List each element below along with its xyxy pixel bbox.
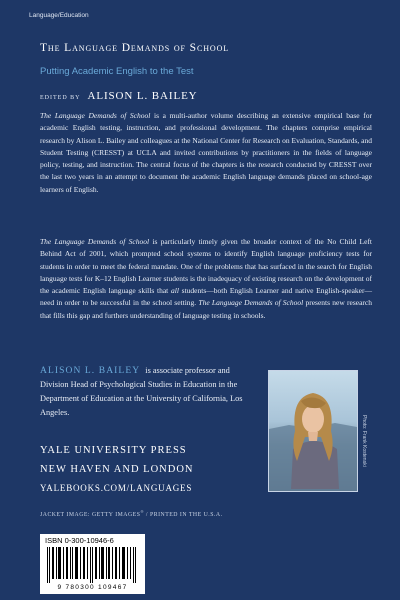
book-title-ref: The Language Demands of School xyxy=(40,237,150,246)
author-name: ALISON L. BAILEY xyxy=(40,366,141,376)
author-portrait-icon xyxy=(269,371,357,491)
barcode-digits: 9 780300 109467 xyxy=(57,584,128,591)
category-label: Language/Education xyxy=(29,12,89,19)
description-paragraph-1 xyxy=(40,110,372,196)
publisher-url: YALEBOOKS.COM/LANGUAGES xyxy=(40,483,193,493)
author-photo xyxy=(268,370,358,492)
paragraph-text: students—both English Learner and native English-speaker—need in order to be successful in the school setting. xyxy=(40,286,372,308)
publisher-block xyxy=(40,441,193,497)
author-bio-text: is associate professor and Division Head of Psychological Studies in Education in the Department of Education at the University of California, Los Angeles. xyxy=(40,366,243,417)
jacket-credit-suffix: / PRINTED IN THE U.S.A. xyxy=(143,511,223,518)
book-title-ref: The Language Demands of School xyxy=(198,298,304,308)
author-bio xyxy=(40,364,252,420)
editor-name: ALISON L. BAILEY xyxy=(87,90,198,102)
book-title: The Language Demands of School xyxy=(40,42,230,54)
photo-credit: Photo: Frank Kostenski xyxy=(361,415,367,467)
paragraph-text: is a multi-author volume describing an extensive empirical base for academic English testing, instruction, and professional development. The chapters comprise empirical research by Alison L. Bailey and colleagues at the National Center for Research on Evaluation, Standards, and Student Testing (CRESST) at UCLA and invited contributions by practitioners in the fields of language policy, testing, and instruction. The central focus of the chapters is the research conducted by CRESST over the last two years in an attempt to document the academic English language demands placed on school-age learners of English. xyxy=(40,111,373,194)
registered-mark: ® xyxy=(140,509,144,514)
edited-by-label: EDITED BY xyxy=(40,95,81,101)
editor-line xyxy=(40,86,198,104)
publisher-city: NEW HAVEN AND LONDON xyxy=(40,464,194,475)
emphasis-all: all xyxy=(171,286,179,296)
barcode-icon xyxy=(45,547,140,583)
jacket-credit-prefix: JACKET IMAGE: GETTY IMAGES xyxy=(40,511,141,518)
publisher-name: YALE UNIVERSITY PRESS xyxy=(40,445,187,456)
barcode-box xyxy=(40,534,145,594)
description-paragraph-2 xyxy=(40,236,372,322)
paragraph-text: is particularly timely given the broader context of the No Child Left Behind Act of 2001, which prompted school systems to identify English language proficiency tests for students in order to meet the federal mandate. One of the problems that has surfaced in the search for English language tests for K–12 English Learner students is the inadequacy of existing research on the development of the academic English language skills that xyxy=(40,237,373,296)
paragraph-text: presents new research that fills this gap and furthers understanding of language testing in schools. xyxy=(40,298,372,320)
jacket-credit xyxy=(40,509,223,518)
book-title-ref: The Language Demands of School xyxy=(40,111,151,120)
book-subtitle: Putting Academic English to the Test xyxy=(40,66,194,77)
isbn-label: ISBN 0-300-10946-6 xyxy=(45,536,114,545)
